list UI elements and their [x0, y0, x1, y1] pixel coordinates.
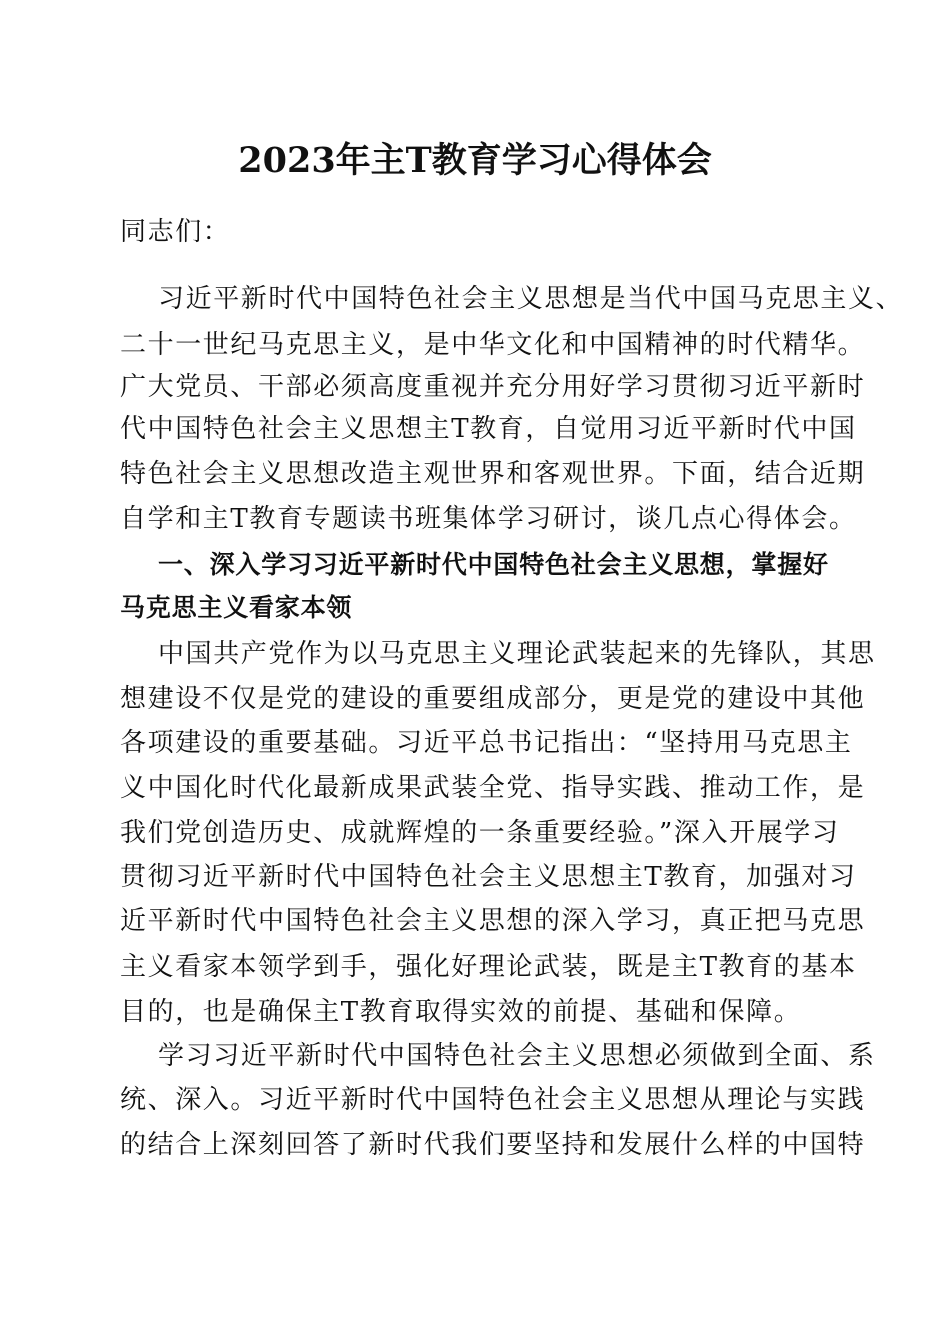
- paragraph-line: 特色社会主义思想改造主观世界和客观世界。下面，结合近期: [120, 459, 866, 489]
- salutation: 同志们：: [120, 217, 231, 247]
- document-title: 2023年主T教育学习心得体会: [238, 140, 712, 181]
- paragraph-line: 的结合上深刻回答了新时代我们要坚持和发展什么样的中国特: [120, 1130, 866, 1160]
- section-heading: 马克思主义看家本领: [120, 593, 353, 622]
- paragraph-line: 我们党创造历史、成就辉煌的一条重要经验。”深入开展学习: [120, 818, 840, 848]
- paragraph-line: 主义看家本领学到手，强化好理论武装，既是主T教育的基本: [120, 952, 857, 982]
- paragraph-line: 学习习近平新时代中国特色社会主义思想必须做到全面、系: [158, 1041, 876, 1071]
- paragraph-line: 各项建设的重要基础。习近平总书记指出：“坚持用马克思主: [120, 728, 853, 758]
- section-heading: 一、深入学习习近平新时代中国特色社会主义思想，掌握好: [158, 550, 829, 579]
- paragraph-line: 近平新时代中国特色社会主义思想的深入学习，真正把马克思: [120, 906, 866, 936]
- paragraph-line: 想建设不仅是党的建设的重要组成部分，更是党的建设中其他: [120, 684, 866, 714]
- paragraph-line: 目的，也是确保主T教育取得实效的前提、基础和保障。: [120, 997, 802, 1027]
- paragraph-line: 二十一世纪马克思主义，是中华文化和中国精神的时代精华。: [120, 330, 866, 360]
- paragraph-line: 统、深入。习近平新时代中国特色社会主义思想从理论与实践: [120, 1085, 866, 1115]
- paragraph-line: 代中国特色社会主义思想主T教育，自觉用习近平新时代中国: [120, 414, 857, 444]
- paragraph-line: 习近平新时代中国特色社会主义思想是当代中国马克思主义、: [158, 284, 904, 314]
- paragraph-line: 贯彻习近平新时代中国特色社会主义思想主T教育，加强对习: [120, 862, 857, 892]
- paragraph-line: 义中国化时代化最新成果武装全党、指导实践、推动工作，是: [120, 773, 866, 803]
- paragraph-line: 自学和主T教育专题读书班集体学习研讨，谈几点心得体会。: [120, 504, 857, 534]
- paragraph-line: 广大党员、干部必须高度重视并充分用好学习贯彻习近平新时: [120, 372, 866, 402]
- paragraph-line: 中国共产党作为以马克思主义理论武装起来的先锋队，其思: [158, 639, 876, 669]
